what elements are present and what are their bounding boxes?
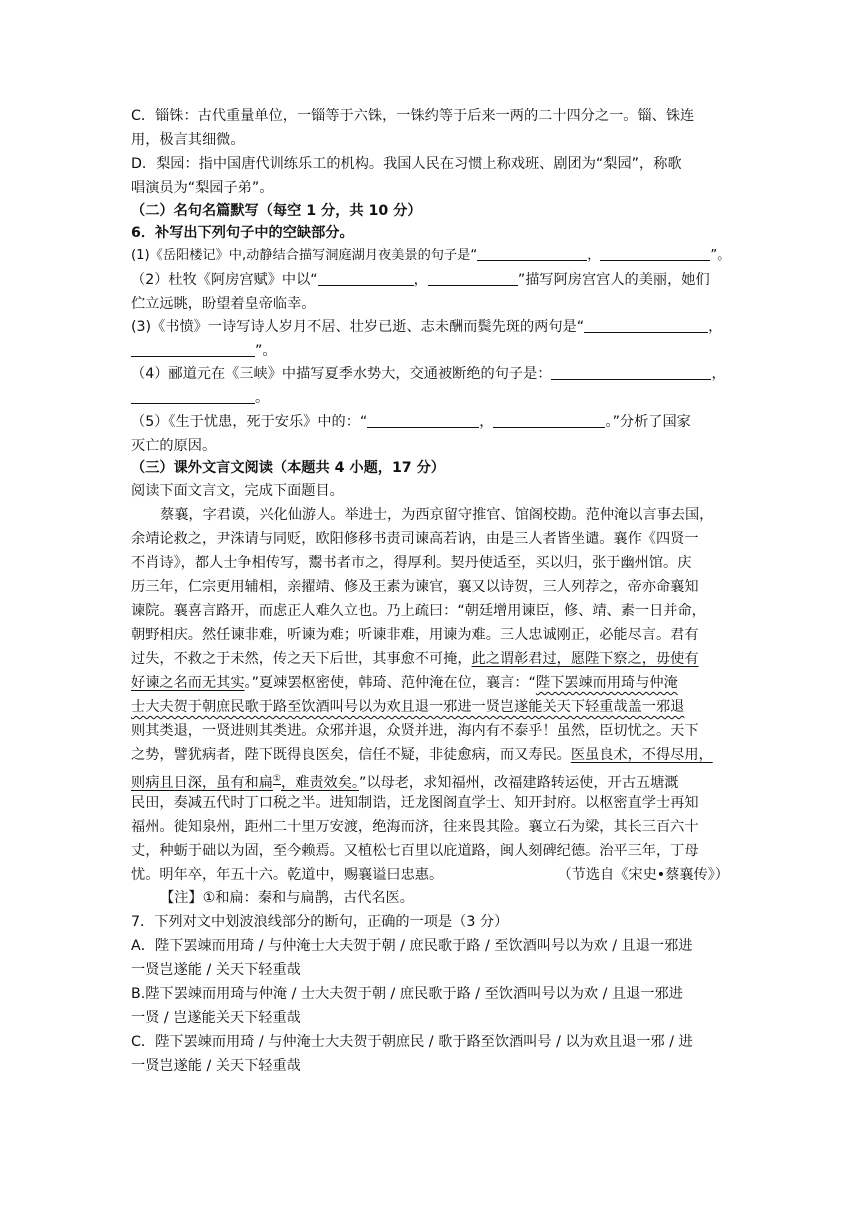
question-6-text: 6．补写出下列句子中的空缺部分。 — [131, 225, 354, 241]
passage-line — [131, 647, 729, 671]
passage-line: 蔡襄，字君谟，兴化仙游人。举进士，为西京留守推官、馆阁校勘。范仲淹以言事去国， — [160, 507, 714, 523]
passage-text: 忧。明年卒，年五十六。乾道中，赐襄谥曰忠惠。 — [131, 867, 444, 883]
passage-line: 不肖诗》，都人士争相传写，鬻书者市之，得厚利。契丹使适至，买以归，张于幽州馆。庆 — [131, 555, 692, 571]
passage-line: 谏院。襄喜言路开，而虑正人难久立也。乃上疏曰：“朝廷增用谏臣，修、靖、素一日并命， — [131, 603, 706, 619]
fill-item-1-sep: ， — [587, 248, 601, 263]
underlined-sentence: 好谏之名而无其实 — [131, 675, 245, 691]
fill-item-5-end: 。”分析了国家 — [605, 414, 691, 430]
answer-blank[interactable] — [428, 270, 518, 286]
option-b-line1: B.陛下罢竦而用琦与仲淹 / 士大夫贺于朝 / 庶民歌于路 / 至饮酒叫号以为欢 / 且退一邪进 — [131, 986, 683, 1002]
option-c-line1: C．锱铢：古代重量单位，一锱等于六铢，一铢约等于后来一两的二十四分之一。锱、铢连 — [131, 108, 695, 124]
option-b-line2: 一贤 / 岂遂能关天下轻重哉 — [131, 1010, 301, 1026]
answer-blank[interactable] — [584, 317, 708, 333]
passage-line: 则其类退，一贤进则其类进。众邪并退，众贤并进，海内有不泰乎！虽然，臣切忧之。天下 — [131, 723, 699, 739]
passage-text: 。”夏竦罢枢密使，韩琦、范仲淹在位，襄言：“ — [244, 675, 536, 691]
wavy-underlined-text: 陛下罢竦而用琦与仲淹 — [535, 675, 678, 691]
answer-blank[interactable] — [131, 388, 255, 404]
fill-item-2-text: （2）杜牧《阿房宫赋》中以“ — [131, 272, 318, 288]
fill-item-3-end: ”。 — [255, 343, 277, 359]
answer-blank[interactable] — [477, 245, 587, 261]
wavy-underlined-text: 士大夫贺于朝庶民歌于路至饮酒叫号以为欢且退一邪进一贤岂遂能关天下轻重哉盖一邪退 — [131, 699, 685, 715]
fill-item-4-text: （4）郦道元在《三峡》中描写夏季水势大，交通被断绝的句子是： — [131, 366, 552, 382]
passage-text: 之势，譬犹病者，陛下既得良医矣，信任不疑，非徒愈病，而又寿民。 — [131, 747, 571, 763]
underlined-sentence: 此之谓彰君过，愿陛下察之，毋使有 — [471, 651, 699, 667]
question-7-stem: 7．下列对文中划波浪线部分的断句，正确的一项是（3 分） — [131, 914, 509, 930]
footnote-marker: ① — [272, 774, 281, 784]
fill-item-3-sep: ， — [708, 319, 723, 335]
option-c-line2-q7: 一贤岂遂能 / 关天下轻重哉 — [131, 1058, 301, 1074]
passage-line: 余靖论救之，尹洙请与同贬，欧阳修移书责司谏高若讷，由是三人者皆坐谴。襄作《四贤一 — [131, 531, 699, 547]
passage-line: 历三年，仁宗更用辅相，亲擢靖、修及王素为谏官，襄又以诗贺，三人列荐之，帝亦命襄知 — [131, 579, 699, 595]
underlined-sentence: 医虽良术，不得尽用， — [570, 747, 713, 763]
fill-item-5-line2: 灭亡的原因。 — [131, 438, 217, 454]
fill-item-4 — [131, 362, 729, 386]
option-c-line1-q7: C．陛下罢竦而用琦 / 与仲淹士大夫贺于朝庶民 / 歌于路至饮酒叫号 / 以为欢且退一邪 / 进 — [131, 1034, 693, 1050]
fill-item-5-text: （5）《生于忧患，死于安乐》中的：“ — [131, 414, 368, 430]
passage-text: ”以母老，求知福州，改福建路转运使，开古五塘溉 — [359, 775, 679, 791]
fill-item-5-sep: ， — [479, 414, 494, 430]
fill-item-3-text: (3)《书愤》一诗写诗人岁月不居、壮岁已逝、志未酬而鬓先斑的两句是“ — [131, 319, 585, 335]
passage-line — [131, 743, 729, 767]
section3-intro: 阅读下面文言文，完成下面题目。 — [131, 483, 344, 499]
fill-item-2-sep: ， — [413, 272, 428, 288]
question-6-stem — [131, 221, 729, 245]
fill-item-1-text: (1)《岳阳楼记》中,动静结合描写洞庭湖月夜美景的句子是“ — [131, 248, 478, 263]
passage-line — [131, 863, 729, 887]
passage-line — [131, 695, 729, 719]
passage-text: 过失，不救之于未然，传之天下后世，其事愈不可掩， — [131, 651, 472, 667]
answer-blank[interactable] — [131, 341, 255, 357]
fill-item-4-end: 。 — [255, 390, 270, 406]
option-a-line2: 一贤岂遂能 / 关天下轻重哉 — [131, 962, 301, 978]
fill-item-2-end: ”描写阿房宫宫人的美丽，她们 — [517, 272, 710, 288]
fill-item-3 — [131, 315, 729, 339]
option-a-line1: A．陛下罢竦而用琦 / 与仲淹士大夫贺于朝 / 庶民歌于路 / 至饮酒叫号以为欢 / 且退一邪进 — [131, 938, 693, 954]
passage-note: 【注】①和扁：秦和与扁鹊，古代名医。 — [160, 890, 414, 906]
passage-line — [131, 767, 729, 791]
passage-source: （节选自《宋史•蔡襄传》） — [557, 867, 729, 883]
section3-title: （三）课外文言文阅读（本题共 4 小题，17 分） — [131, 460, 445, 476]
passage-line: 民田，奏减五代时丁口税之半。进知制诰，迁龙图阁直学士、知开封府。以枢密直学士再知 — [131, 795, 699, 811]
option-d-line1: D．梨园：指中国唐代训练乐工的机构。我国人民在习惯上称戏班、剧团为“梨园”，称歌 — [131, 156, 682, 172]
passage-line: 福州。徙知泉州，距州二十里万安渡，绝海而济，往来畏其险。襄立石为梁，其长三百六十 — [131, 819, 699, 835]
fill-item-4-line2 — [131, 386, 729, 410]
passage-line: 丈，种蛎于础以为固，至今赖焉。又植松七百里以庇道路，闽人刻碑纪德。治平三年，丁母 — [131, 843, 699, 859]
fill-item-5 — [131, 410, 729, 434]
fill-item-3-line2 — [131, 339, 729, 363]
section2-title: （二）名句名篇默写（每空 1 分，共 10 分） — [131, 203, 422, 219]
passage-line: 朝野相庆。然任谏非难，听谏为难；听谏非难，用谏为难。三人忠诚刚正，必能尽言。君有 — [131, 627, 699, 643]
option-d-line2: 唱演员为“梨园子弟”。 — [131, 180, 274, 196]
underlined-sentence: ，难责效矣。 — [280, 775, 359, 791]
underlined-sentence: 则病且日深，虽有和扁 — [131, 775, 273, 791]
answer-blank[interactable] — [367, 412, 479, 428]
answer-blank[interactable] — [600, 245, 710, 261]
fill-item-1-end: ”。 — [710, 248, 731, 263]
answer-blank[interactable] — [493, 412, 605, 428]
fill-item-4-sep: ， — [711, 366, 726, 382]
option-c-line2: 用，极言其细微。 — [131, 132, 245, 148]
fill-item-2-line2: 伫立远眺，盼望着皇帝临幸。 — [131, 296, 316, 312]
fill-item-2 — [131, 268, 729, 292]
answer-blank[interactable] — [318, 270, 414, 286]
fill-item-1 — [131, 244, 729, 268]
passage-line — [131, 671, 729, 695]
answer-blank[interactable] — [551, 364, 711, 380]
